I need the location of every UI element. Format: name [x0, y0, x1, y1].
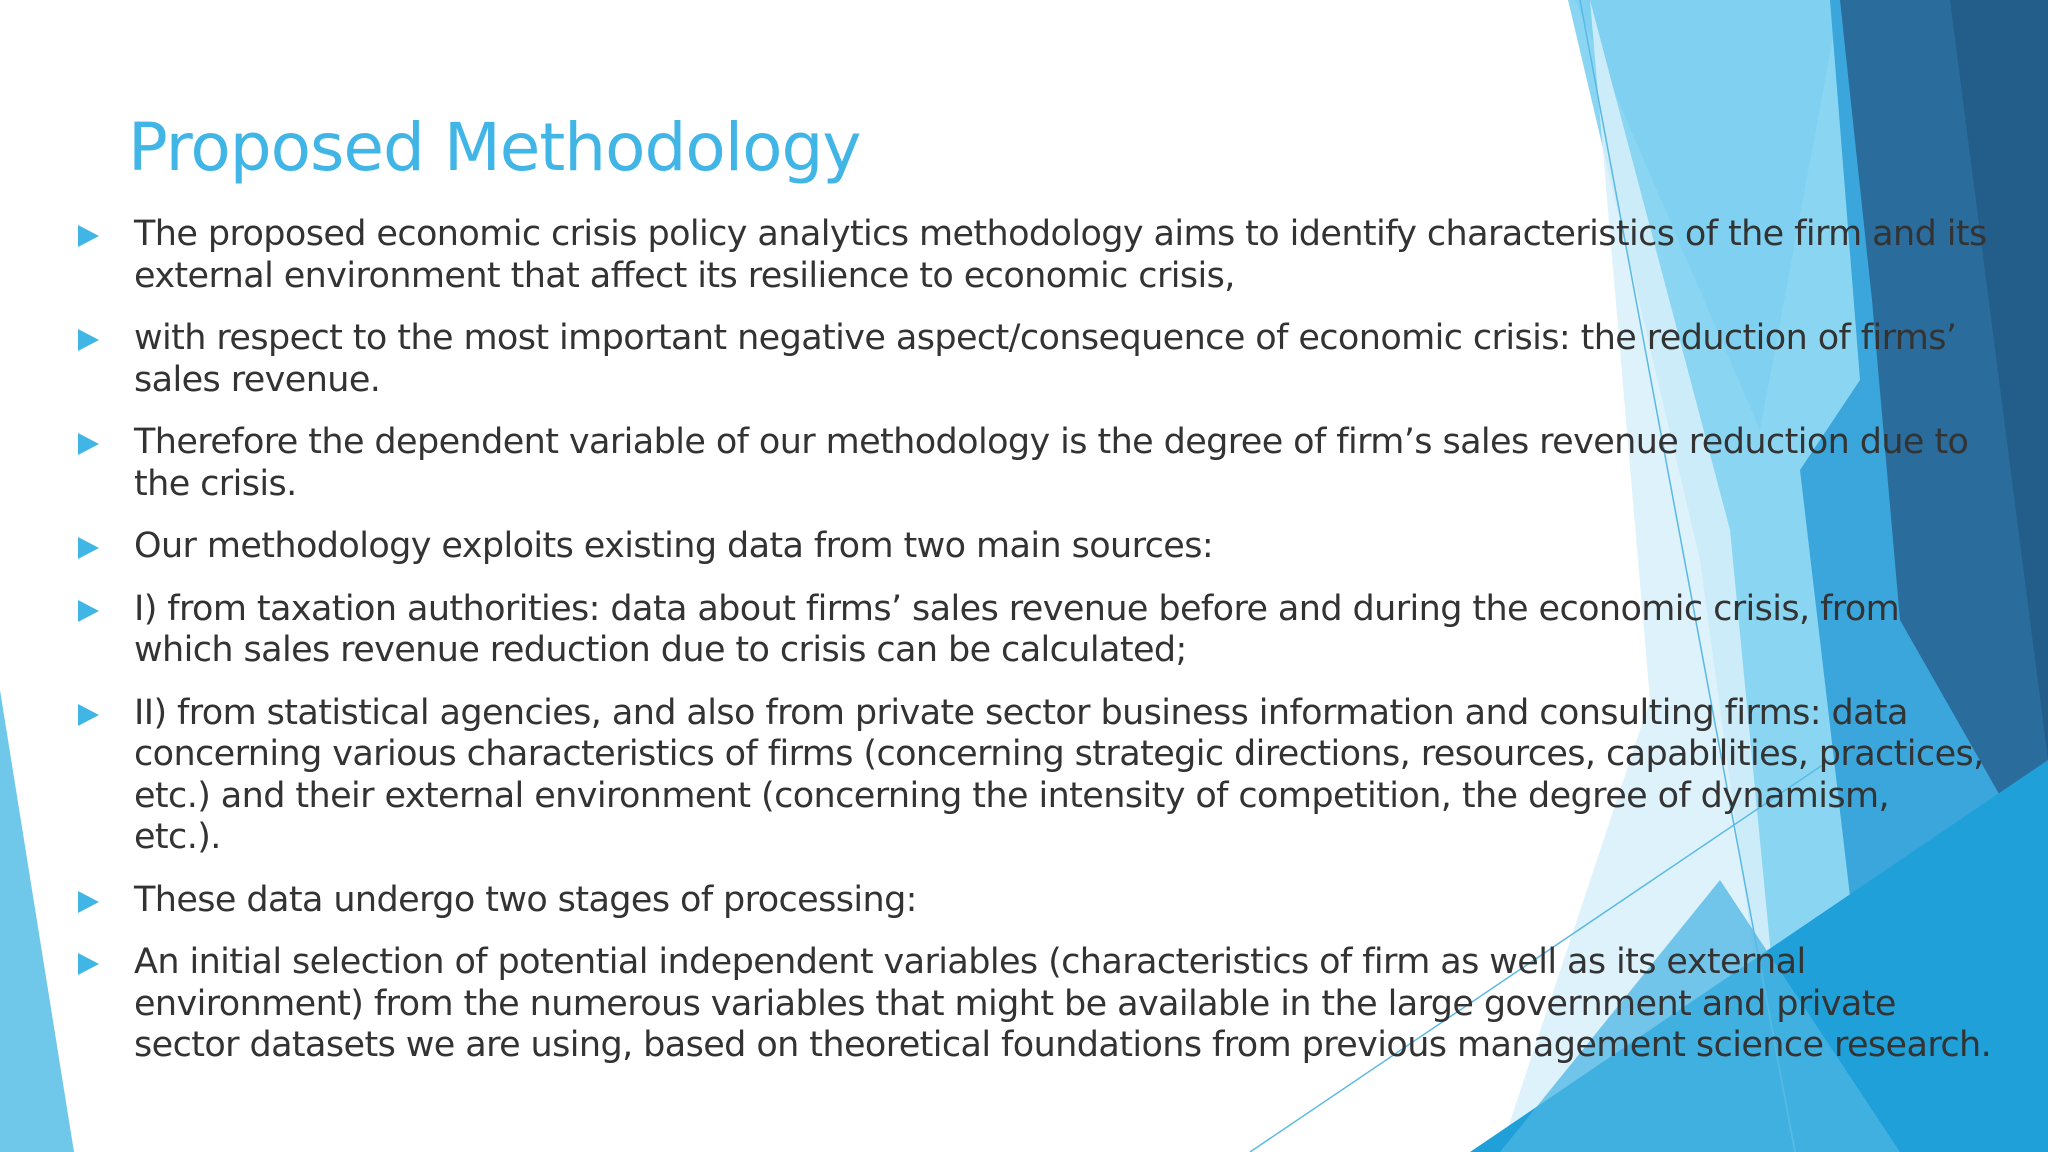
bullet-arrow-icon — [78, 433, 99, 455]
bullet-text-line: I) from taxation authorities: data about firms’ sales revenue before and during the economic crisis, from — [134, 588, 1900, 629]
bullet-arrow-icon — [78, 329, 99, 351]
bullet-text-line: sales revenue. — [134, 359, 381, 400]
bullet-text-line: environment) from the numerous variables that might be available in the large government and private — [134, 983, 1896, 1024]
bullet-text-line: external environment that affect its resilience to economic crisis, — [134, 255, 1235, 296]
bullet-arrow-icon — [78, 600, 99, 622]
bullet-item — [78, 693, 2038, 859]
bullet-item — [78, 942, 2038, 1067]
bullet-item — [78, 422, 2038, 505]
bullet-text-line: sector datasets we are using, based on theoretical foundations from previous management science research. — [134, 1025, 1992, 1065]
bullet-text-line: These data undergo two stages of processing: — [134, 879, 917, 920]
bullet-text-line: etc.) and their external environment (concerning the intensity of competition, the degree of dynamism, — [134, 775, 1890, 816]
bullet-text-line: An initial selection of potential independent variables (characteristics of firm as well as its external — [134, 942, 1806, 982]
bullet-arrow-icon — [78, 891, 99, 913]
bullet-text-line: Therefore the dependent variable of our methodology is the degree of firm’s sales revenue reduction due to — [134, 422, 1969, 462]
bullet-text-line: II) from statistical agencies, and also from private sector business information and consulting firms: data — [134, 692, 1908, 733]
slide-title: Proposed Methodology — [128, 109, 861, 186]
bullet-text-line: which sales revenue reduction due to crisis can be calculated; — [134, 630, 1187, 670]
bullet-item — [78, 526, 2038, 568]
bullet-text-line: concerning various characteristics of firms (concerning strategic directions, resources, capabilities, practices, — [134, 734, 1984, 774]
bullet-item — [78, 589, 2038, 672]
bullet-list — [78, 214, 2038, 1088]
bullet-arrow-icon — [78, 537, 99, 559]
bullet-text-line: with respect to the most important negative aspect/consequence of economic crisis: the reduction of firms’ — [134, 318, 1957, 358]
bullet-item — [78, 214, 2038, 297]
bullet-item — [78, 880, 2038, 922]
bullet-text-line: the crisis. — [134, 463, 297, 504]
bullet-arrow-icon — [78, 225, 99, 247]
bullet-item — [78, 318, 2038, 401]
bullet-text-line: Our methodology exploits existing data from two main sources: — [134, 526, 1214, 566]
bullet-arrow-icon — [78, 953, 99, 975]
bullet-arrow-icon — [78, 704, 99, 726]
bullet-text-line: The proposed economic crisis policy analytics methodology aims to identify characteristics of the firm and its — [134, 214, 1987, 254]
left-sliver-shape — [0, 690, 74, 1152]
bullet-text-line: etc.). — [134, 817, 221, 857]
